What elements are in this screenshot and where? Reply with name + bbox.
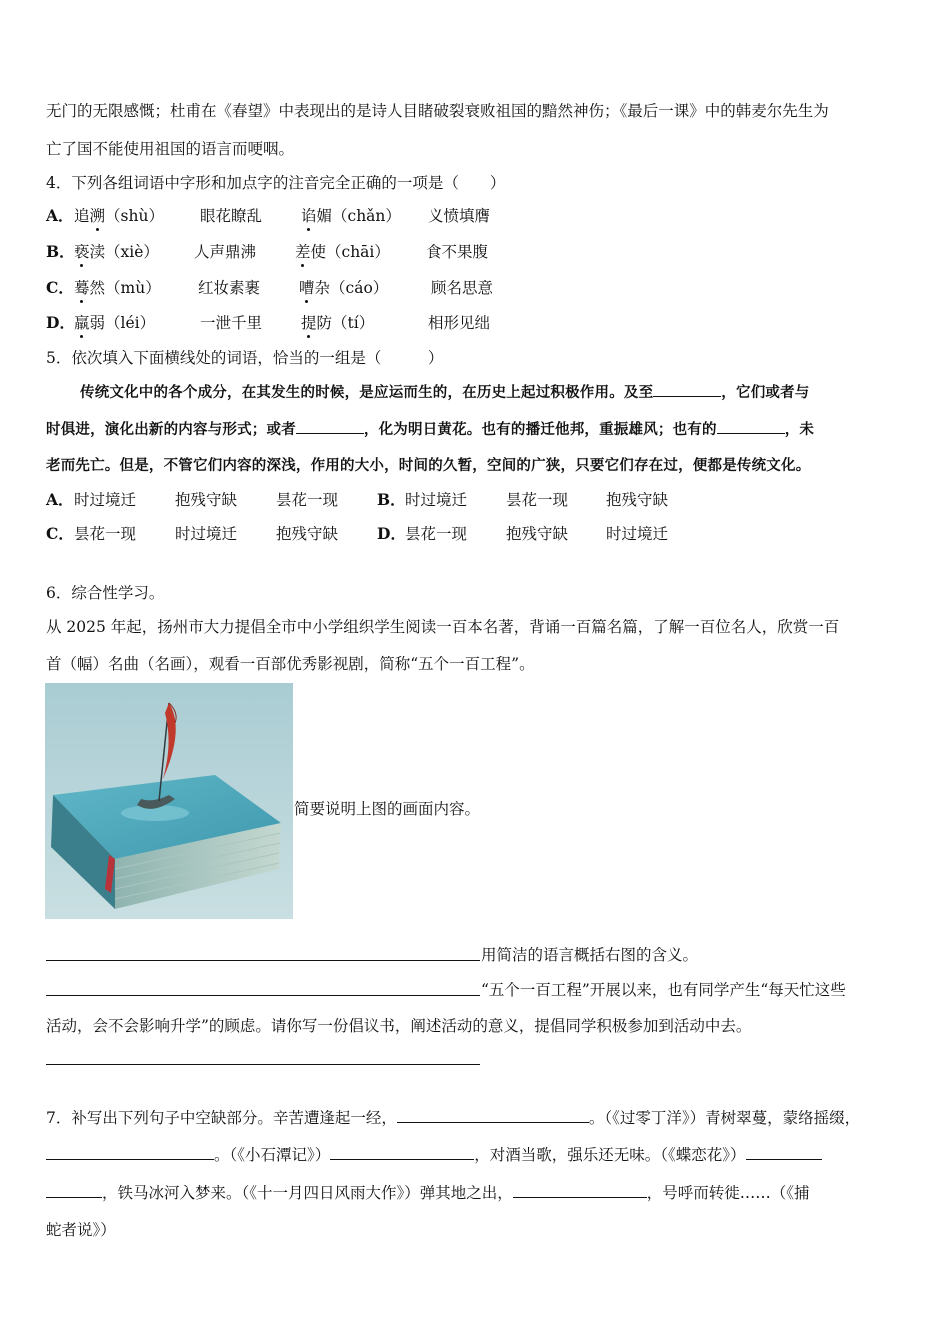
option-word-1: 羸弱（léi）: [74, 314, 156, 332]
option-letter: C．: [46, 524, 74, 543]
option-word-3: 提防（tí）: [301, 314, 375, 332]
book-boat-illustration: [45, 683, 293, 919]
answer-blank: [653, 381, 721, 397]
q6-task-2: 用简洁的语言概括右图的含义。: [481, 946, 699, 964]
answer-blank: [296, 418, 364, 434]
option-word-2: 一泄千里: [200, 314, 263, 332]
answer-blank: [717, 418, 785, 434]
option-letter: A．: [46, 490, 74, 509]
q5-passage-line-2: 时俱进，演化出新的内容与形式；或者 ，化为明日黄花。也有的播迁他邦，重振雄风；也有的 ，未: [46, 418, 912, 441]
answer-blank[interactable]: [397, 1107, 589, 1123]
q6-stem: 6．综合性学习。: [46, 584, 165, 602]
q7-line-4: 蛇者说》）: [46, 1221, 116, 1239]
option-word-1: 蓦然（mù）: [74, 279, 161, 297]
answer-blank[interactable]: [46, 1144, 214, 1160]
q6-intro-line-2: 首（幅）名曲（名画），观看一百部优秀影视剧，简称“五个一百工程”。: [46, 655, 535, 673]
q4-stem: 4．下列各组词语中字形和加点字的注音完全正确的一项是（ ）: [46, 174, 506, 192]
option-word-3: 谄媚（chǎn）: [301, 207, 401, 225]
answer-blank[interactable]: [513, 1182, 647, 1198]
option-word-4: 食不果腹: [426, 243, 489, 261]
option-letter: D．: [377, 524, 406, 543]
option-word-4: 顾名思意: [431, 279, 494, 297]
option-word: 抱残守缺: [506, 525, 569, 543]
q6-figure-prompt: 简要说明上图的画面内容。: [294, 800, 481, 818]
option-word-4: 义愤填膺: [428, 207, 491, 225]
option-word: 抱残守缺: [175, 491, 238, 509]
intro-line-2: 亡了国不能使用祖国的语言而哽咽。: [46, 140, 295, 158]
option-word: 抱残守缺: [276, 525, 339, 543]
answer-line-1[interactable]: [46, 960, 480, 961]
option-word-2: 人声鼎沸: [194, 243, 257, 261]
option-word: 时过境迁: [405, 491, 468, 509]
option-word: 时过境迁: [175, 525, 238, 543]
answer-blank[interactable]: [746, 1144, 822, 1160]
option-word: 昙花一现: [506, 491, 569, 509]
option-letter: D．: [46, 313, 75, 332]
answer-line-3[interactable]: [46, 1064, 480, 1065]
option-word: 昙花一现: [74, 525, 137, 543]
intro-line-1: 无门的无限感慨；杜甫在《春望》中表现出的是诗人目睹破裂衰败祖国的黯然神伤；《最后一课》中的韩麦尔先生为: [46, 102, 829, 120]
q7-line-3: ，铁马冰河入梦来。（《十一月四日风雨大作》）弹其地之出， ，号呼而转徙……（《捕: [46, 1182, 912, 1204]
q5-passage-line-1: 传统文化中的各个成分，在其发生的时候，是应运而生的，在历史上起过积极作用。及至 ，它们或者与: [80, 381, 912, 404]
q5-passage-line-3: 老而先亡。但是，不管它们内容的深浅，作用的大小，时间的久暂，空间的广狭，只要它们存在过，便都是传统文化。: [46, 457, 811, 474]
option-letter: B．: [377, 490, 406, 509]
q6-intro-line-1: 从 2025 年起，扬州市大力提倡全市中小学组织学生阅读一百本名著，背诵一百篇名篇，了解一百位名人，欣赏一百: [46, 618, 840, 636]
q6-task-3-line-1: “五个一百工程”开展以来，也有同学产生“每天忙这些: [481, 981, 846, 999]
answer-line-2[interactable]: [46, 995, 480, 996]
option-word: 昙花一现: [276, 491, 339, 509]
option-word-4: 相形见绌: [428, 314, 491, 332]
q7-line-1: 7．补写出下列句子中空缺部分。辛苦遭逢起一经， 。（《过零丁洋》）青树翠蔓，蒙络摇缀，: [46, 1109, 861, 1127]
option-letter: A．: [46, 206, 74, 225]
option-word-1: 追溯（shù）: [74, 207, 164, 225]
q5-stem: 5．依次填入下面横线处的词语，恰当的一组是（ ）: [46, 349, 444, 367]
q6-task-3-line-2: 活动，会不会影响升学”的顾虑。请你写一份倡议书，阐述活动的意义，提倡同学积极参加到活动中去。: [46, 1017, 752, 1035]
option-letter: B．: [46, 242, 75, 261]
option-word: 抱残守缺: [606, 491, 669, 509]
option-word: 昙花一现: [405, 525, 468, 543]
option-word-3: 差使（chāi）: [295, 243, 390, 261]
option-word-2: 眼花瞭乱: [200, 207, 263, 225]
option-word-2: 红妆素裹: [198, 279, 261, 297]
option-word-1: 亵渎（xiè）: [74, 243, 159, 261]
option-letter: C．: [46, 278, 74, 297]
q7-line-2: 。（《小石潭记》） ，对酒当歌，强乐还无味。（《蝶恋花》）: [46, 1144, 912, 1166]
answer-blank[interactable]: [330, 1144, 474, 1160]
answer-blank[interactable]: [46, 1182, 102, 1198]
option-word: 时过境迁: [74, 491, 137, 509]
option-word-3: 嘈杂（cáo）: [299, 279, 389, 297]
option-word: 时过境迁: [606, 525, 669, 543]
